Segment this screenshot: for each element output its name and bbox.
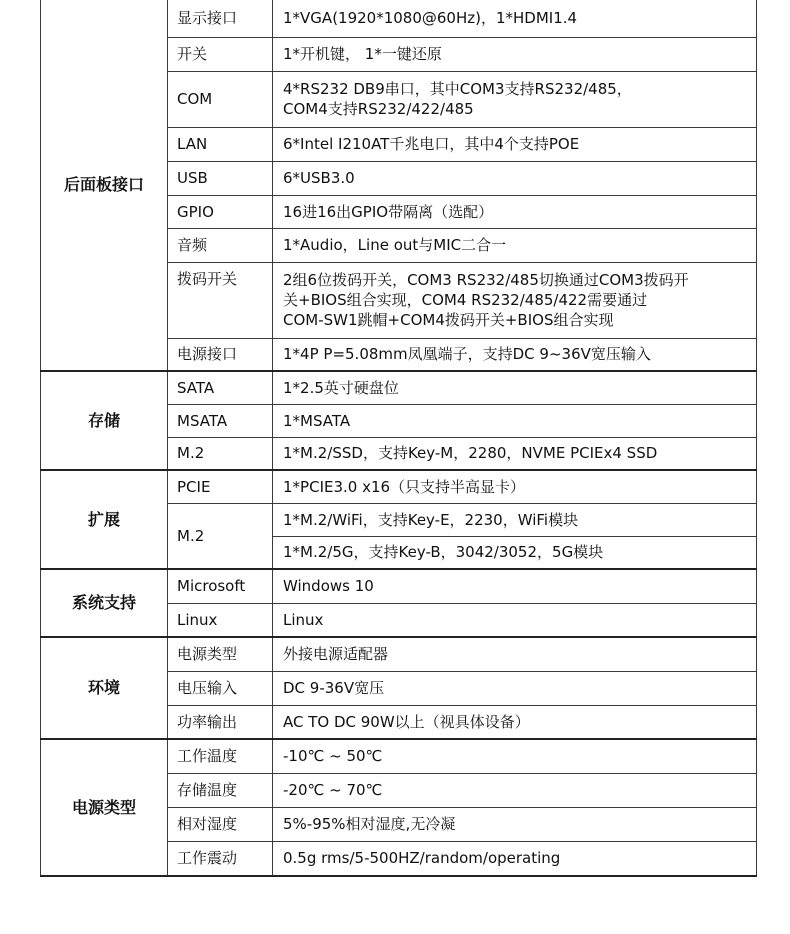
row-label: Microsoft [168, 569, 273, 603]
row-label: 相对湿度 [168, 807, 273, 841]
row-value: 外接电源适配器 [273, 637, 757, 671]
row-label: 开关 [168, 37, 273, 71]
row-value: Linux [273, 603, 757, 637]
row-value: Windows 10 [273, 569, 757, 603]
row-value: 1*MSATA [273, 404, 757, 437]
row-label: M.2 [168, 437, 273, 470]
row-label: 电压输入 [168, 671, 273, 705]
row-value: 1*M.2/5G，支持Key-B，3042/3052，5G模块 [273, 536, 757, 569]
row-value: 1*2.5英寸硬盘位 [273, 371, 757, 404]
row-value: 16进16出GPIO带隔离（选配） [273, 195, 757, 228]
row-label: 电源类型 [168, 637, 273, 671]
table-row [41, 569, 757, 603]
row-value [273, 71, 757, 127]
row-value: 1*4P P=5.08mm凤凰端子，支持DC 9~36V宽压输入 [273, 338, 757, 371]
row-label: M.2 [168, 503, 273, 569]
row-value: AC TO DC 90W以上（视具体设备） [273, 705, 757, 739]
row-label: USB [168, 161, 273, 195]
row-label: SATA [168, 371, 273, 404]
category-power-type: 电源类型 [41, 739, 168, 876]
table-row [41, 637, 757, 671]
row-label: GPIO [168, 195, 273, 228]
row-value: 0.5g rms/5-500HZ/random/operating [273, 841, 757, 876]
row-value: 1*M.2/SSD，支持Key-M，2280，NVME PCIEx4 SSD [273, 437, 757, 470]
row-label: COM [168, 71, 273, 127]
category-expansion: 扩展 [41, 470, 168, 569]
table-row [41, 0, 757, 37]
category-environment: 环境 [41, 637, 168, 739]
row-value: 1*Audio，Line out与MIC二合一 [273, 228, 757, 262]
category-storage: 存储 [41, 371, 168, 470]
row-label: LAN [168, 127, 273, 161]
row-label: 显示接口 [168, 0, 273, 37]
row-value: -20℃ ~ 70℃ [273, 773, 757, 807]
row-label: PCIE [168, 470, 273, 503]
row-value: 1*开机键， 1*一键还原 [273, 37, 757, 71]
row-label: 工作震动 [168, 841, 273, 876]
table-row [41, 739, 757, 773]
row-label: 功率输出 [168, 705, 273, 739]
category-rear-panel: 后面板接口 [41, 0, 168, 371]
row-value: DC 9-36V宽压 [273, 671, 757, 705]
row-value: 1*PCIE3.0 x16（只支持半高显卡） [273, 470, 757, 503]
row-label: 音频 [168, 228, 273, 262]
row-value: -10℃ ~ 50℃ [273, 739, 757, 773]
row-value: 6*USB3.0 [273, 161, 757, 195]
row-value: 1*M.2/WiFi，支持Key-E，2230，WiFi模块 [273, 503, 757, 536]
value-line: 4*RS232 DB9串口，其中COM3支持RS232/485， COM4支持RS232/422/485 [283, 80, 632, 118]
row-label: 工作温度 [168, 739, 273, 773]
spec-table [40, 0, 757, 877]
value-line: 2组6位拨码开关，COM3 RS232/485切换通过COM3拨码开 关+BIOS组合实现，COM4 RS232/485/422需要通过 COM-SW1跳帽+COM4拨码开关+BIOS组合实现 [283, 271, 689, 329]
row-label: 电源接口 [168, 338, 273, 371]
row-value: 6*Intel I210AT千兆电口，其中4个支持POE [273, 127, 757, 161]
row-value: 1*VGA(1920*1080@60Hz)，1*HDMI1.4 [273, 0, 757, 37]
row-label: 拨码开关 [168, 262, 273, 338]
row-label: Linux [168, 603, 273, 637]
table-row [41, 470, 757, 503]
row-value [273, 262, 757, 338]
row-value: 5%-95%相对湿度,无冷凝 [273, 807, 757, 841]
table-row [41, 371, 757, 404]
row-label: MSATA [168, 404, 273, 437]
row-label: 存储温度 [168, 773, 273, 807]
category-os-support: 系统支持 [41, 569, 168, 637]
